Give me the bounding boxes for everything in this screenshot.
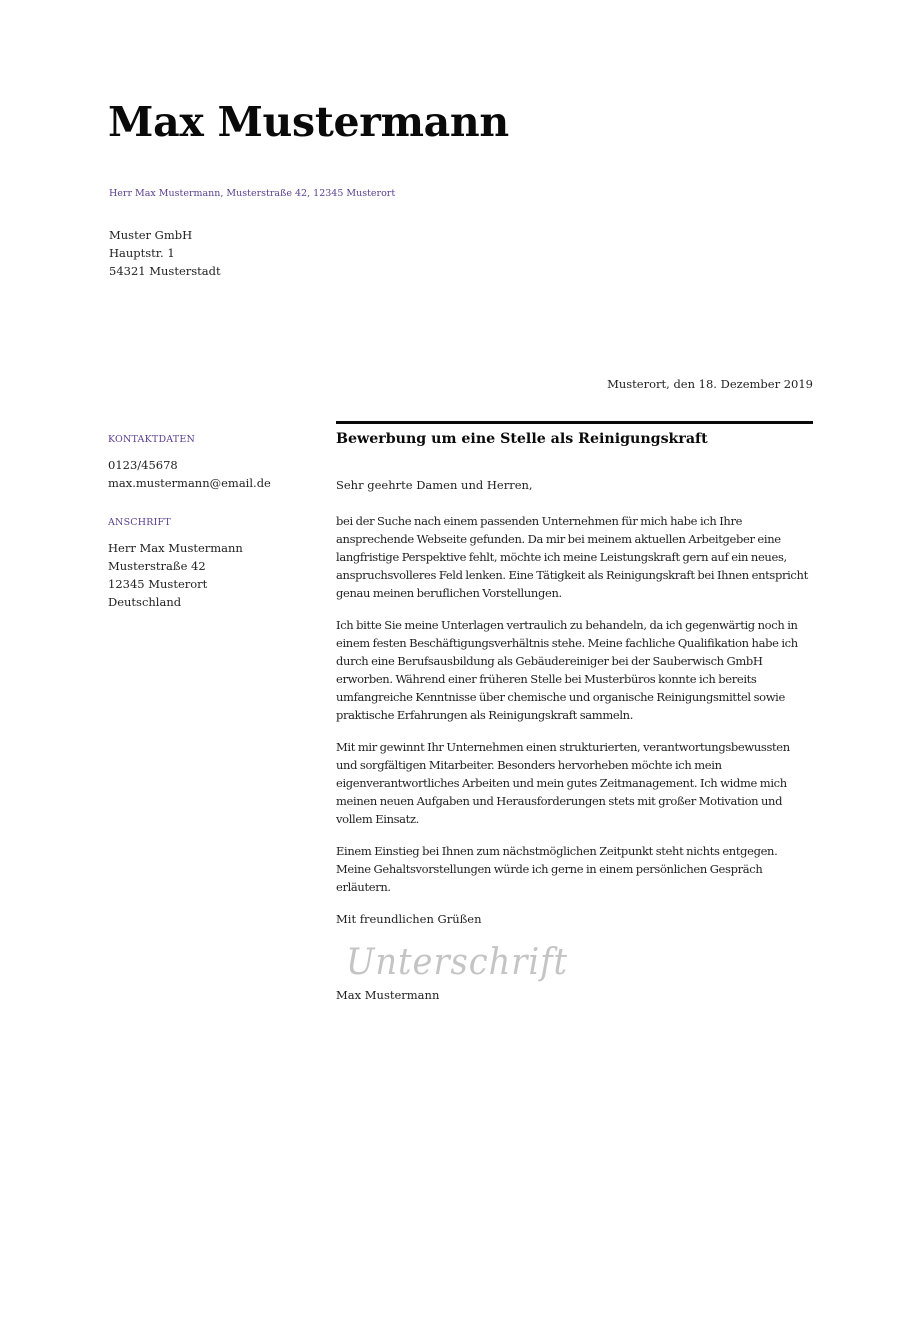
sidebar: [108, 433, 308, 611]
address-section: [108, 516, 308, 611]
paragraph-2: Ich bitte Sie meine Unterlagen vertraulich zu behandeln, da ich gegenwärtig noch in einem festen Beschäftigungsverhältnis stehe. Meine fachliche Qualifikation habe ich durch eine Berufsausbildung als Gebäudereiniger bei der Sauberwisch GmbH erworben. Während einer früheren Stelle bei Musterbüros konnte ich bereits umfangreiche Kenntnisse über chemische und organische Reinigungsmittel sowie praktische Erfahrungen als Reinigungskraft sammeln.: [336, 618, 798, 722]
address-heading: ANSCHRIFT: [108, 517, 171, 528]
paragraph-3: Mit mir gewinnt Ihr Unternehmen einen strukturierten, verantwortungsbewussten und sorgfältigen Mitarbeiter. Besonders hervorheben möchte ich mein eigenverantwortliches Arbeiten und mein gutes Zeitmanagement. Ich widme mich meinen neuen Aufgaben und Herausforderungen stets mit großer Motivation und vollem Einsatz.: [336, 740, 790, 826]
signer-name: Max Mustermann: [336, 988, 440, 1002]
sender-address-line: Herr Max Mustermann, Musterstraße 42, 12345 Musterort: [109, 188, 396, 199]
subject-divider: [336, 421, 813, 424]
recipient-city: 54321 Musterstadt: [109, 264, 221, 278]
letter-subject: Bewerbung um eine Stelle als Reinigungskraft: [336, 431, 708, 447]
address-country: Deutschland: [108, 595, 182, 609]
address-name: Herr Max Mustermann: [108, 541, 243, 555]
recipient-street: Hauptstr. 1: [109, 246, 175, 260]
address-street: Musterstraße 42: [108, 559, 206, 573]
recipient-company: Muster GmbH: [109, 228, 193, 242]
signature-text: Unterschrift: [346, 942, 568, 983]
paragraph-4: Einem Einstieg bei Ihnen zum nächstmöglichen Zeitpunkt steht nichts entgegen. Meine Gehaltsvorstellungen würde ich gerne in einem persönlichen Gespräch erläutern.: [336, 844, 778, 894]
contact-phone: 0123/45678: [108, 458, 178, 472]
salutation: Sehr geehrte Damen und Herren,: [336, 478, 533, 492]
address-city: 12345 Musterort: [108, 577, 208, 591]
contact-section: [108, 433, 308, 492]
recipient-address: [109, 226, 221, 280]
paragraph-1: bei der Suche nach einem passenden Unternehmen für mich habe ich Ihre ansprechende Webseite gefunden. Da mir bei meinem aktuellen Arbeitgeber eine langfristige Perspektive fehlt, möchte ich meine Leistungskraft gern auf ein neues, anspruchsvolleres Feld lenken. Eine Tätigkeit als Reinigungskraft bei Ihnen entspricht genau meinen beruflichen Vorstellungen.: [336, 514, 808, 600]
signature-image: [344, 934, 584, 986]
letter-body: [336, 421, 813, 1004]
closing: Mit freundlichen Grüßen: [336, 912, 482, 926]
contact-email: max.mustermann@email.de: [108, 476, 271, 490]
letter-date: Musterort, den 18. Dezember 2019: [607, 377, 813, 391]
applicant-name: Max Mustermann: [108, 98, 509, 146]
contact-heading: KONTAKTDATEN: [108, 434, 195, 445]
